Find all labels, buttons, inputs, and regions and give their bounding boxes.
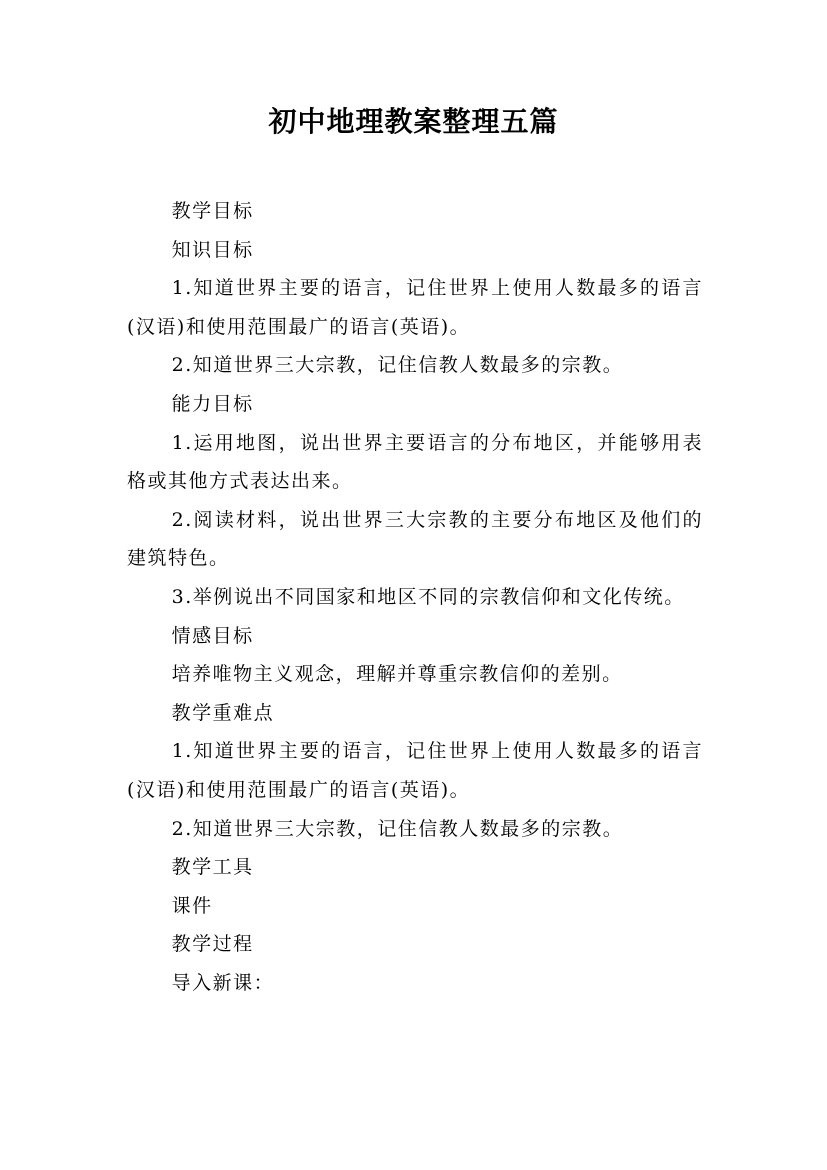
- section-heading-key-points: 教学重难点: [171, 701, 275, 724]
- document-body: [127, 192, 703, 1002]
- subheading-knowledge-goals: 知识目标: [171, 238, 254, 261]
- section-heading-teaching-tools: 教学工具: [171, 856, 254, 879]
- paragraph: 1.知道世界主要的语言，记住世界上使用人数最多的语言(汉语)和使用范围最广的语言(英语)。: [127, 277, 703, 338]
- paragraph: 导入新课：: [171, 971, 275, 994]
- section-heading-teaching-process: 教学过程: [171, 933, 254, 956]
- paragraph: 2.阅读材料，说出世界三大宗教的主要分布地区及他们的建筑特色。: [127, 508, 703, 570]
- paragraph: 3.举例说出不同国家和地区不同的宗教信仰和文化传统。: [171, 585, 685, 608]
- subheading-emotional-goals: 情感目标: [171, 624, 254, 647]
- subheading-ability-goals: 能力目标: [171, 392, 254, 415]
- paragraph: 2.知道世界三大宗教，记住信教人数最多的宗教。: [171, 817, 624, 840]
- paragraph: 课件: [171, 894, 213, 917]
- paragraph: 1.知道世界主要的语言，记住世界上使用人数最多的语言(汉语)和使用范围最广的语言(英语)。: [127, 740, 703, 801]
- section-heading-teaching-goals: 教学目标: [171, 200, 254, 222]
- paragraph: 2.知道世界三大宗教，记住信教人数最多的宗教。: [171, 354, 624, 377]
- paragraph: 培养唯物主义观念，理解并尊重宗教信仰的差别。: [171, 663, 623, 686]
- document-title: 初中地理教案整理五篇: [268, 105, 559, 138]
- paragraph: 1.运用地图，说出世界主要语言的分布地区，并能够用表格或其他方式表达出来。: [127, 431, 703, 493]
